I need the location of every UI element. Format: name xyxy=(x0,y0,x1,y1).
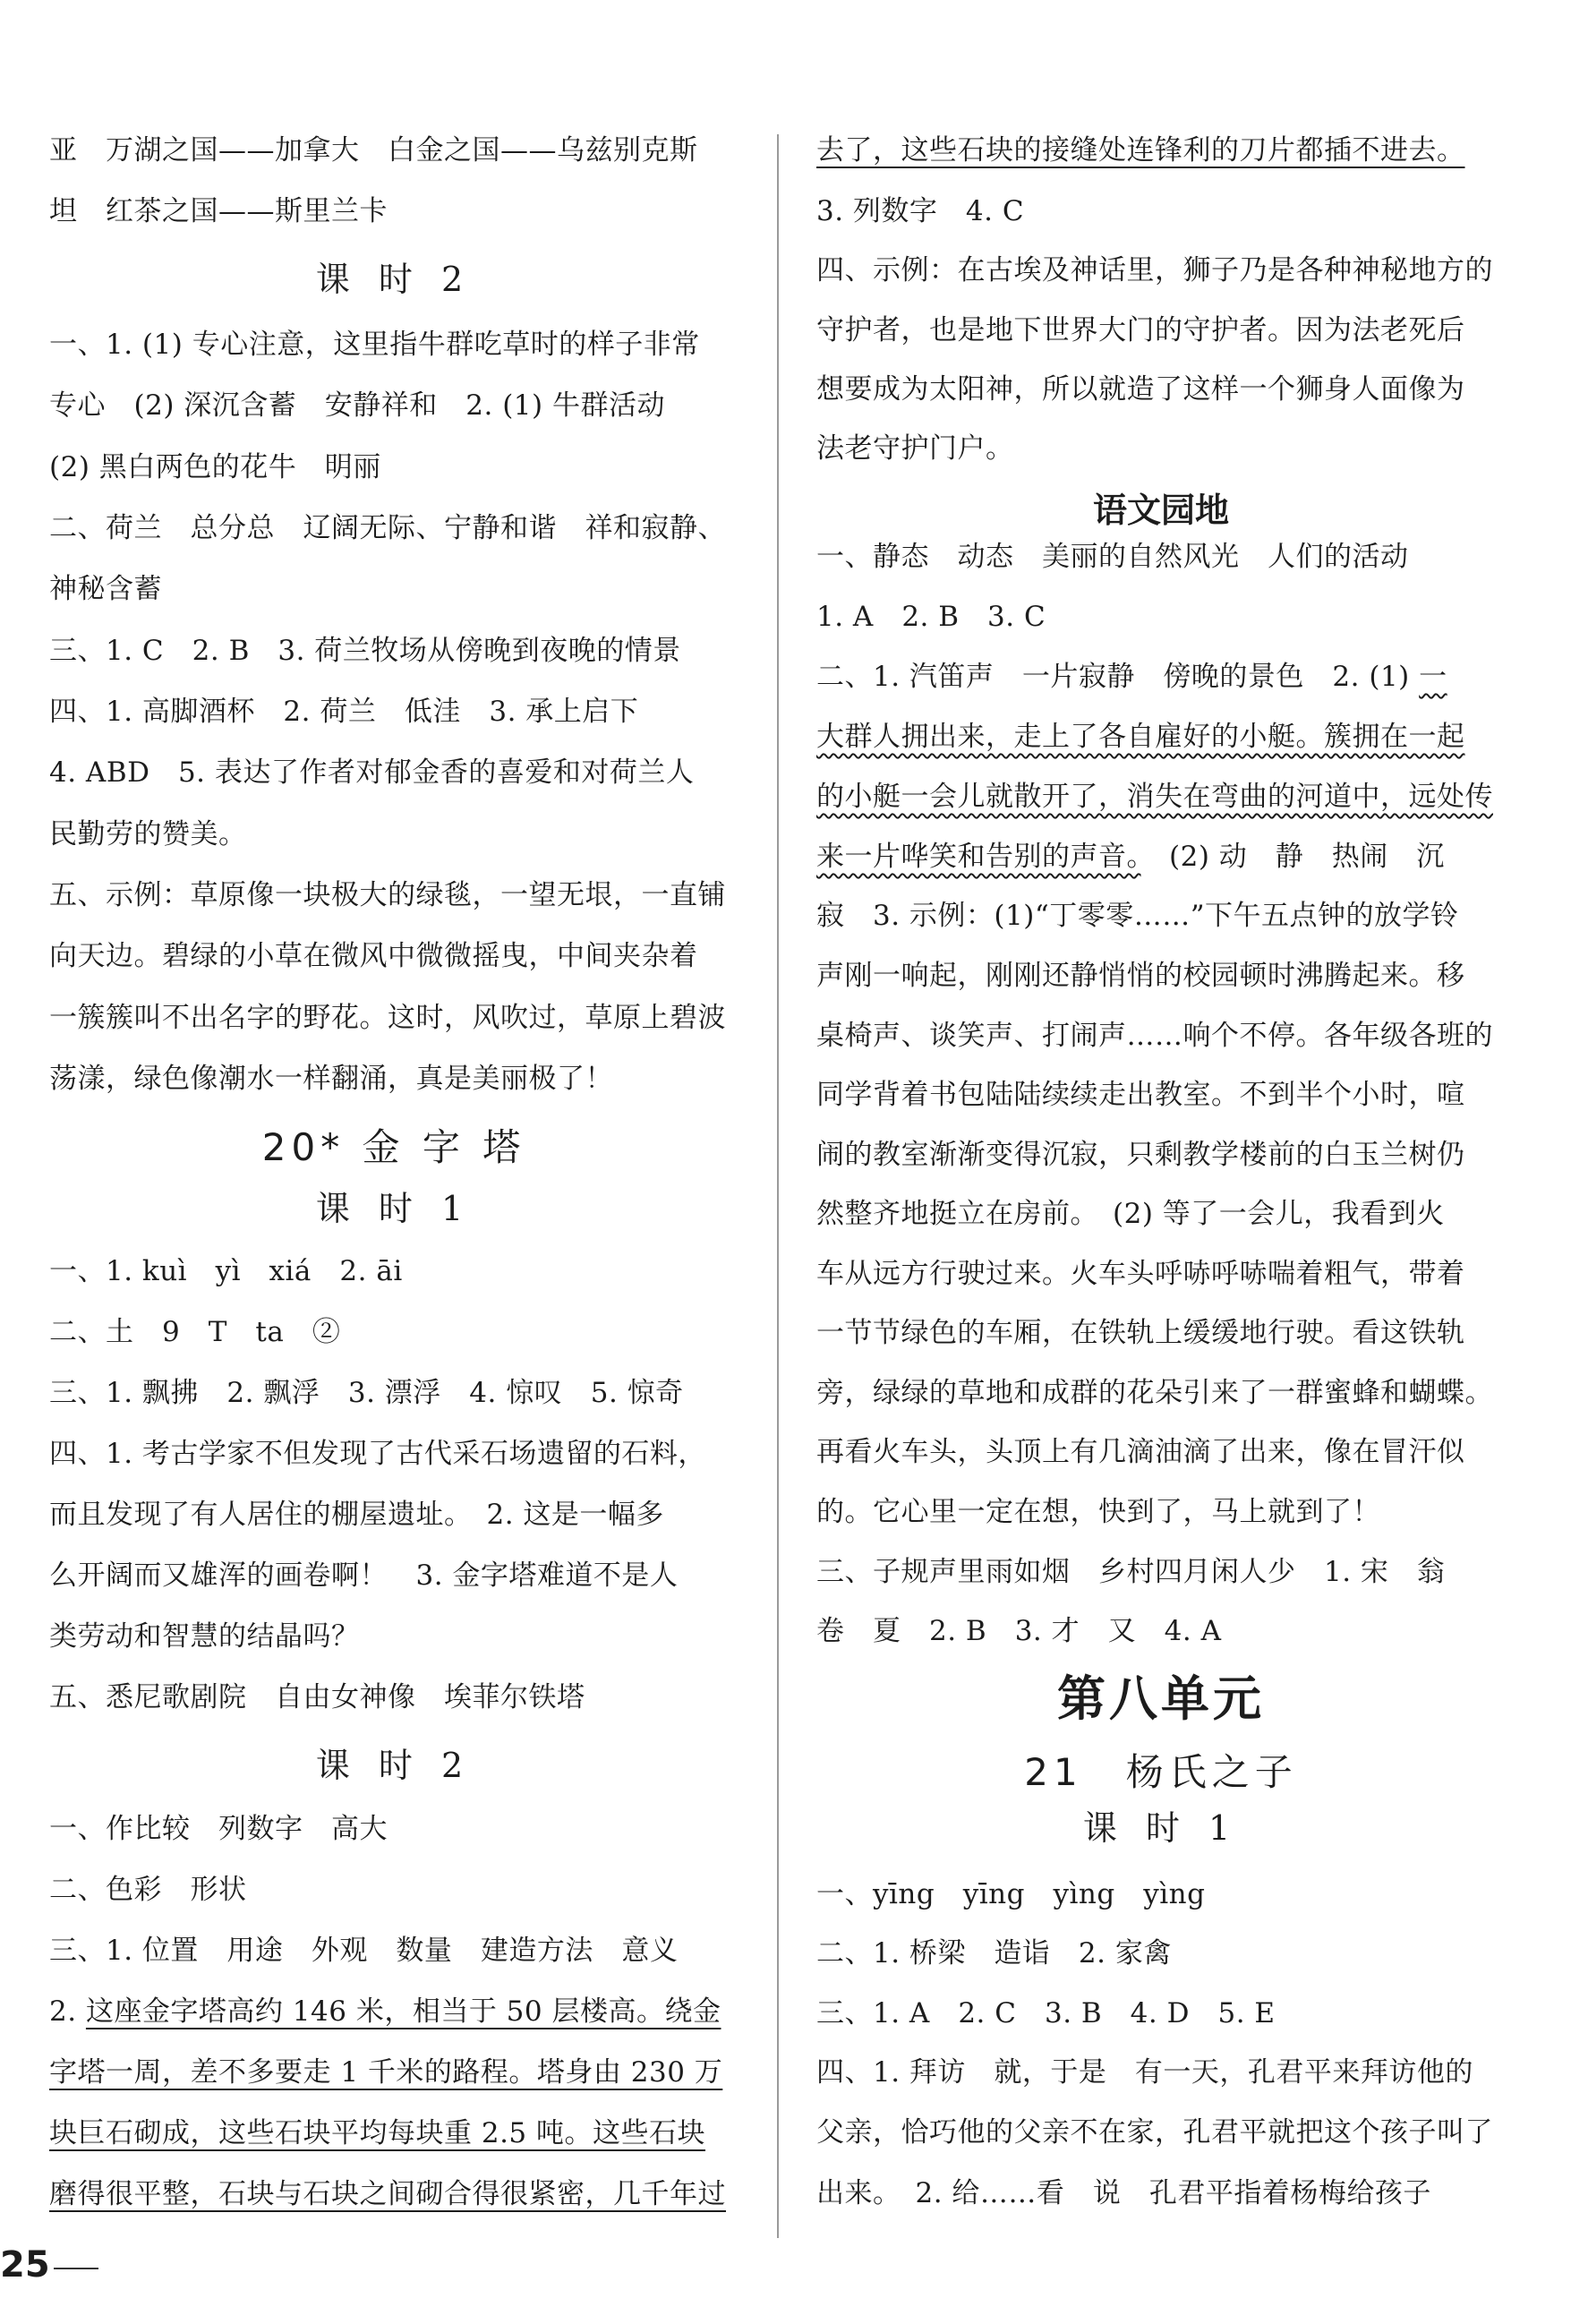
text-line: 二、土 9 T ta ② xyxy=(49,1316,341,1348)
text-line: 的。它心里一定在想，快到了，马上就到了！ xyxy=(816,1496,1380,1528)
text-line: 二、色彩 形状 xyxy=(49,1874,247,1906)
text-line: 四、1. 考古学家不但发现了古代采石场遗留的石料， xyxy=(49,1438,706,1470)
text-line: 3. 列数字 4. C xyxy=(816,195,1025,227)
wavy-underlined-text: 来一片哗笑和告别的声音。 xyxy=(816,841,1141,873)
section-heading-lesson-1: 课 时 1 xyxy=(315,1189,473,1228)
unit-title: 第八单元 xyxy=(1057,1670,1265,1727)
underlined-line: 磨得很平整，石块与石块之间砌合得很紧密，几千年过 xyxy=(49,2178,726,2210)
text-line xyxy=(816,650,1447,704)
text-line: 二、1. 桥梁 造诣 2. 家禽 xyxy=(816,1937,1172,1969)
text-line: 旁，绿绿的草地和成群的花朵引来了一群蜜蜂和蝴蝶。 xyxy=(816,1377,1493,1409)
text-line: 二、荷兰 总分总 辽阔无际、宁静和谐 祥和寂静、 xyxy=(49,512,726,544)
text-segment: 二、1. 汽笛声 一片寂静 傍晚的景色 2. (1) xyxy=(816,661,1420,693)
text-line: 1. A 2. B 3. C xyxy=(816,601,1046,633)
text-line: 亚 万湖之国——加拿大 白金之国——乌兹别克斯 xyxy=(49,134,698,167)
text-line: 桌椅声、谈笑声、打闹声……响个不停。各年级各班的 xyxy=(816,1020,1493,1052)
text-line: 坦 红茶之国——斯里兰卡 xyxy=(49,195,388,227)
text-line: 然整齐地挺立在房前。 (2) 等了一会儿，我看到火 xyxy=(816,1198,1445,1230)
text-line: 一簇簇叫不出名字的野花。这时，风吹过，草原上碧波 xyxy=(49,1002,726,1034)
text-line: 一、作比较 列数字 高大 xyxy=(49,1813,388,1845)
underlined-line: 去了，这些石块的接缝处连锋利的刀片都插不进去。 xyxy=(816,134,1465,167)
text-line: 四、1. 高脚酒杯 2. 荷兰 低洼 3. 承上启下 xyxy=(49,696,639,728)
text-line: 卷 夏 2. B 3. 才 又 4. A xyxy=(816,1615,1222,1647)
text-line: 再看火车头，头顶上有几滴油滴了出来，像在冒汗似 xyxy=(816,1436,1465,1468)
text-line: 想要成为太阳神，所以就造了这样一个狮身人面像为 xyxy=(816,373,1465,406)
text-line: 五、悉尼歌剧院 自由女神像 埃菲尔铁塔 xyxy=(49,1681,585,1713)
wavy-underlined-text: 一 xyxy=(1419,661,1447,693)
lesson-title-pyramid: 20* 金 字 塔 xyxy=(261,1125,526,1169)
text-line: 一、静态 动态 美丽的自然风光 人们的活动 xyxy=(816,541,1409,573)
text-line: 守护者，也是地下世界大门的守护者。因为法老死后 xyxy=(816,314,1465,346)
text-line: 4. ABD 5. 表达了作者对郁金香的喜爱和对荷兰人 xyxy=(49,756,695,789)
text-line: 三、1. A 2. C 3. B 4. D 5. E xyxy=(816,1997,1276,2029)
text-line: 一、yīng yīng yìng yìng xyxy=(816,1878,1206,1910)
text-line: 三、子规声里雨如烟 乡村四月闲人少 1. 宋 翁 xyxy=(816,1556,1446,1588)
wavy-underlined-line: 的小艇一会儿就散开了，消失在弯曲的河道中，远处传 xyxy=(816,781,1493,813)
page-number-rule xyxy=(54,2268,98,2269)
underlined-line: 块巨石砌成，这些石块平均每块重 2.5 吨。这些石块 xyxy=(49,2117,706,2149)
text-line: 三、1. 飘拂 2. 飘浮 3. 漂浮 4. 惊叹 5. 惊奇 xyxy=(49,1377,684,1409)
underlined-line: 字塔一周，差不多要走 1 千米的路程。塔身由 230 万 xyxy=(49,2056,723,2089)
text-line: 同学背着书包陆陆续续走出教室。不到半个小时，喧 xyxy=(816,1079,1465,1111)
text-line: 一、1. (1) 专心注意，这里指牛群吃草时的样子非常 xyxy=(49,329,700,361)
text-line: 向天边。碧绿的小草在微风中微微摇曳，中间夹杂着 xyxy=(49,940,698,972)
section-heading-lesson-2b: 课 时 2 xyxy=(315,1746,473,1785)
text-line: 五、示例：草原像一块极大的绿毯，一望无垠，一直铺 xyxy=(49,879,726,911)
text-line: 寂 3. 示例：(1)“丁零零……”下午五点钟的放学铃 xyxy=(816,900,1459,932)
text-line: 声刚一响起，刚刚还静悄悄的校园顿时沸腾起来。移 xyxy=(816,960,1465,992)
text-line: 荡漾，绿色像潮水一样翻涌，真是美丽极了！ xyxy=(49,1063,613,1095)
text-line: 三、1. C 2. B 3. 荷兰牧场从傍晚到夜晚的情景 xyxy=(49,635,681,667)
column-divider xyxy=(777,134,779,2238)
text-line xyxy=(49,1985,721,2038)
text-line: 神秘含蓄 xyxy=(49,573,162,605)
text-line: 民勤劳的赞美。 xyxy=(49,818,247,850)
text-line: 父亲，恰巧他的父亲不在家，孔君平就把这个孩子叫了 xyxy=(816,2116,1493,2149)
section-heading-lesson-2: 课 时 2 xyxy=(315,260,473,299)
text-line: 闹的教室渐渐变得沉寂，只剩教学楼前的白玉兰树仍 xyxy=(816,1139,1465,1171)
text-line: 三、1. 位置 用途 外观 数量 建造方法 意义 xyxy=(49,1935,679,1967)
page-number: 25 xyxy=(0,2244,50,2286)
section-heading-garden: 语文园地 xyxy=(1092,491,1229,530)
text-line: (2) 黑白两色的花牛 明丽 xyxy=(49,451,381,483)
text-segment: (2) 动 静 热闹 沉 xyxy=(1140,841,1445,873)
text-line: 法老守护门户。 xyxy=(816,432,1014,465)
text-line: 四、1. 拜访 就，于是 有一天，孔君平来拜访他的 xyxy=(816,2056,1473,2089)
text-line: 一节节绿色的车厢，在铁轨上缓缓地行驶。看这铁轨 xyxy=(816,1317,1465,1349)
section-heading-lesson-1b: 课 时 1 xyxy=(1082,1808,1240,1848)
text-line: 么开阔而又雄浑的画卷啊！ 3. 金字塔难道不是人 xyxy=(49,1559,679,1592)
underlined-text: 这座金字塔高约 146 米，相当于 50 层楼高。绕金 xyxy=(85,1995,721,2028)
text-line: 一、1. kuì yì xiá 2. āi xyxy=(49,1255,403,1287)
text-line: 专心 (2) 深沉含蓄 安静祥和 2. (1) 牛群活动 xyxy=(49,389,665,422)
text-line: 出来。 2. 给……看 说 孔君平指着杨梅给孩子 xyxy=(816,2177,1431,2209)
text-line: 而且发现了有人居住的棚屋遗址。 2. 这是一幅多 xyxy=(49,1499,664,1531)
wavy-underlined-line: 大群人拥出来，走上了各自雇好的小艇。簇拥在一起 xyxy=(816,721,1465,753)
lesson-title-yang: 21 杨氏之子 xyxy=(1024,1750,1298,1794)
text-line: 四、示例：在古埃及神话里，狮子乃是各种神秘地方的 xyxy=(816,254,1493,286)
text-line: 车从远方行驶过来。火车头呼哧呼哧喘着粗气，带着 xyxy=(816,1258,1465,1290)
text-line: 类劳动和智慧的结晶吗？ xyxy=(49,1620,360,1653)
text-line xyxy=(816,830,1445,884)
text-segment: 2. xyxy=(49,1995,86,2028)
